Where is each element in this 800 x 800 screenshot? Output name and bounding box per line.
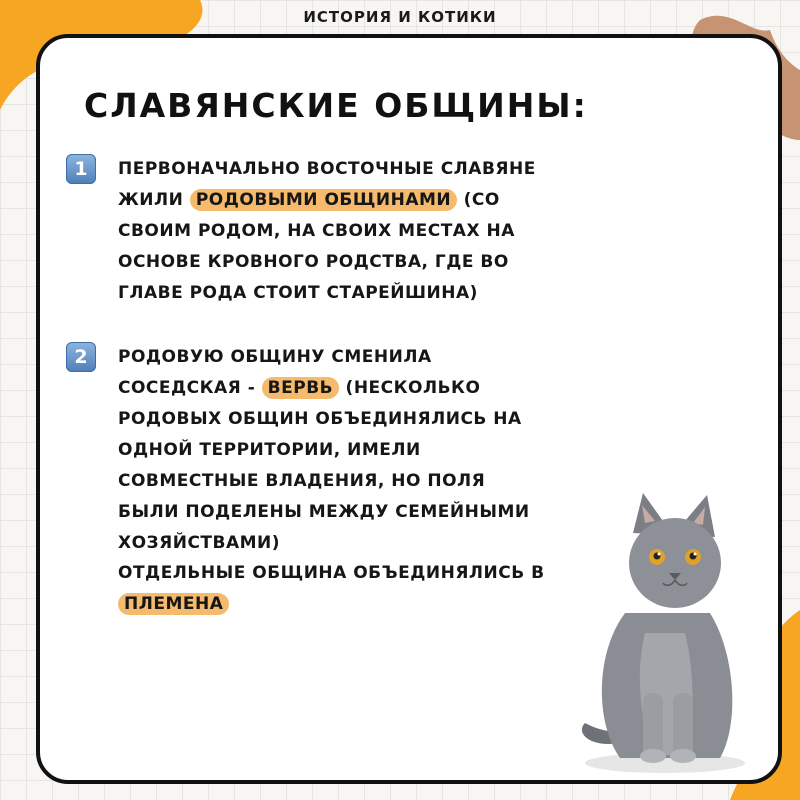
gray-cat-illustration	[565, 493, 765, 783]
point-2-text-after: (НЕСКОЛЬКО РОДОВЫХ ОБЩИН ОБЪЕДИНЯЛИСЬ НА ОДНОЙ ТЕРРИТОРИИ, ИМЕЛИ СОВМЕСТНЫЕ ВЛАДЕНИЯ, НО ПОЛЯ БЫЛИ ПОДЕЛЕНЫ МЕЖДУ СЕМЕЙНЫМИ ХОЗЯЙСТВАМИ)	[118, 378, 530, 553]
point-1-highlight: РОДОВЫМИ ОБЩИНАМИ	[190, 189, 457, 211]
point-2-text-before: РОДОВУЮ ОБЩИНУ СМЕНИЛА СОСЕДСКАЯ -	[118, 347, 432, 398]
note	[66, 558, 546, 620]
point-2-text	[118, 342, 546, 559]
note-text	[118, 558, 546, 620]
point-1	[66, 154, 546, 309]
card-title: СЛАВЯНСКИЕ ОБЩИНЫ:	[84, 86, 588, 125]
note-text-before: ОТДЕЛЬНЫЕ ОБЩИНА ОБЪЕДИНЯЛИСЬ В	[118, 563, 545, 583]
point-1-text	[118, 154, 546, 309]
point-2	[66, 342, 546, 559]
content-card	[36, 34, 782, 784]
header-label: ИСТОРИЯ И КОТИКИ	[303, 8, 497, 26]
number-1-badge: 1	[66, 154, 96, 184]
point-1-text-after: (СО СВОИМ РОДОМ, НА СВОИХ МЕСТАХ НА ОСНОВЕ КРОВНОГО РОДСТВА, ГДЕ ВО ГЛАВЕ РОДА СТОИТ СТАРЕЙШИНА)	[118, 190, 515, 303]
point-1-text-before: ПЕРВОНАЧАЛЬНО ВОСТОЧНЫЕ СЛАВЯНЕ ЖИЛИ	[118, 159, 536, 210]
point-2-highlight: ВЕРВЬ	[262, 377, 339, 399]
note-highlight: ПЛЕМЕНА	[118, 593, 229, 615]
number-2-badge: 2	[66, 342, 96, 372]
